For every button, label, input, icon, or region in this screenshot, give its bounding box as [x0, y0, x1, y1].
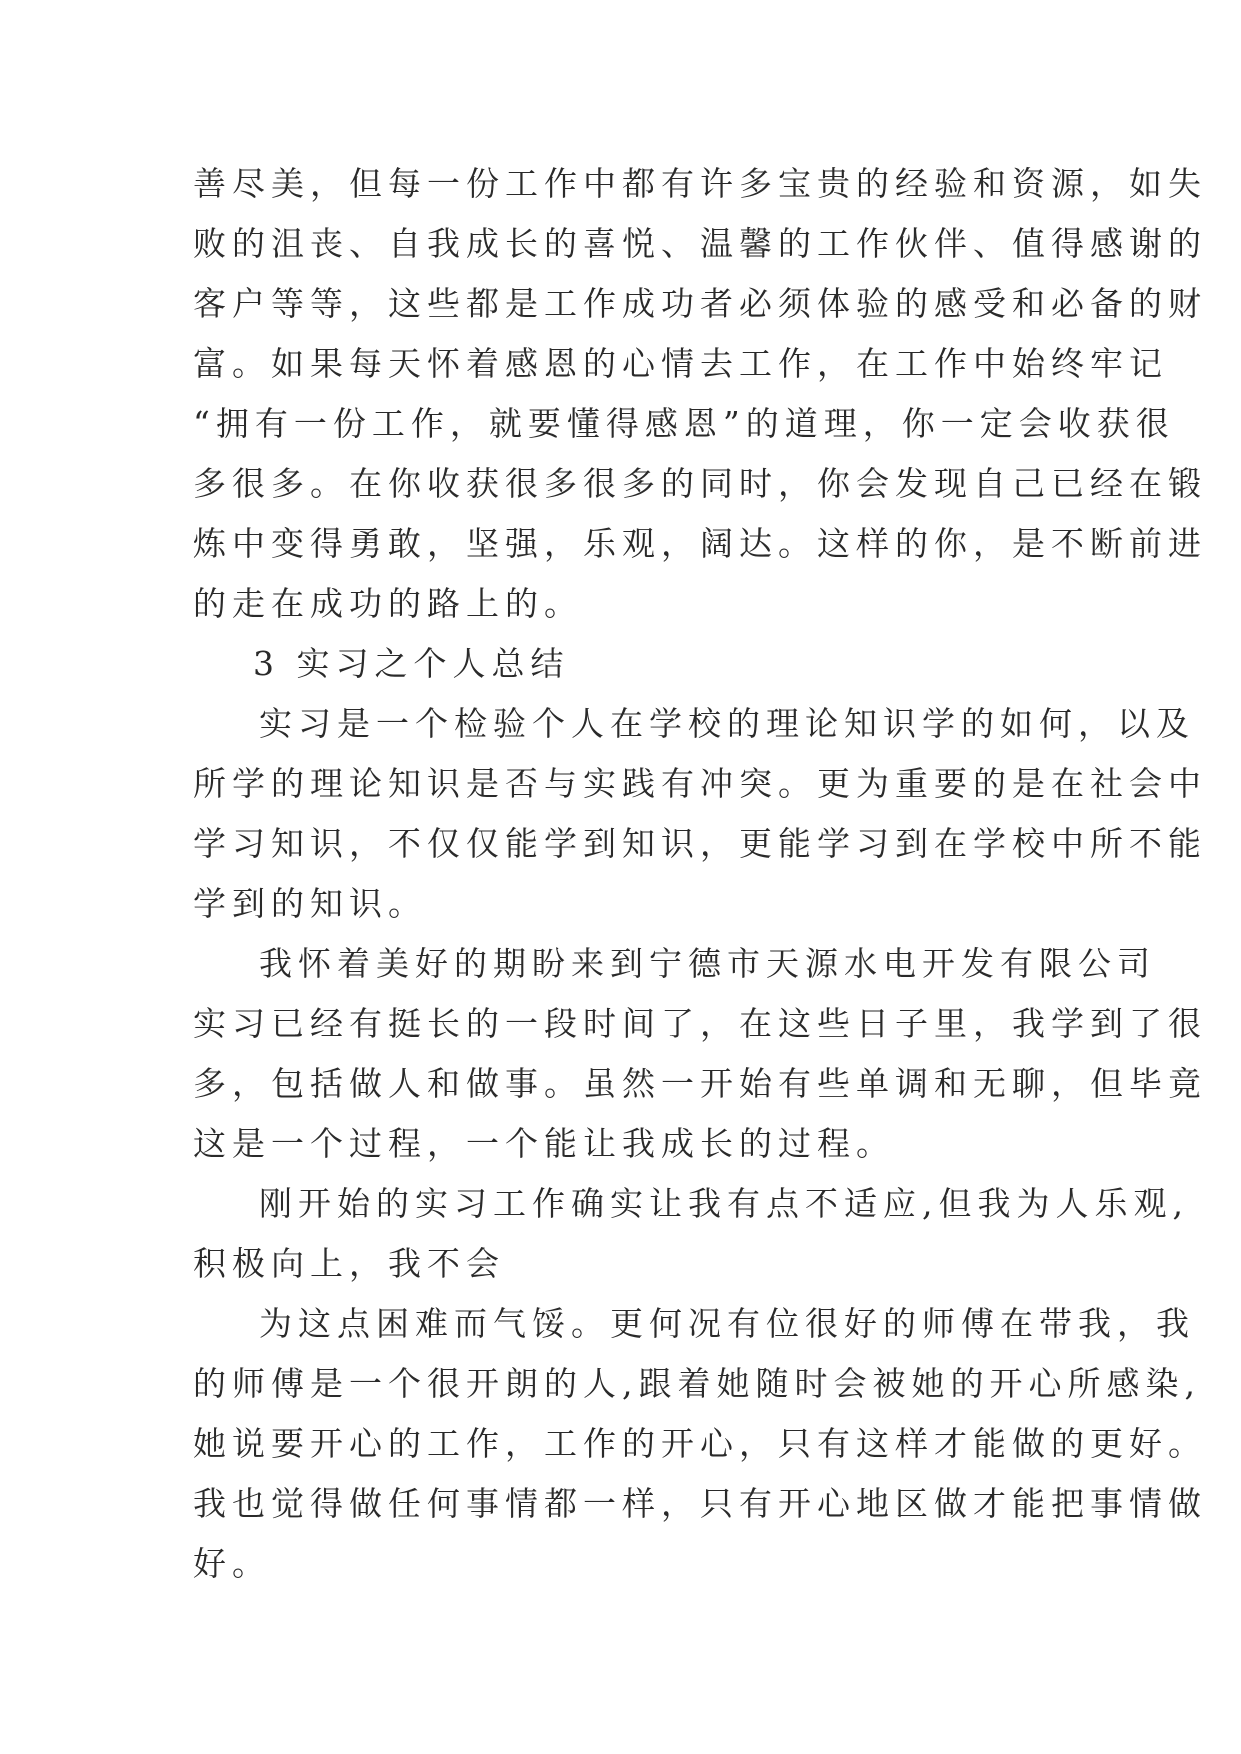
document-body: [193, 154, 1207, 1594]
paragraph-first-line: 刚开始的实习工作确实让我有点不适应,但我为人乐观,: [259, 1184, 1189, 1223]
text-line: 她说要开心的工作，工作的开心，只有这样才能做的更好。: [193, 1424, 1207, 1463]
text-line: 学习知识，不仅仅能学到知识，更能学习到在学校中所不能: [193, 824, 1207, 863]
text-line: 所学的理论知识是否与实践有冲突。更为重要的是在社会中: [193, 764, 1207, 803]
text-line: 实习已经有挺长的一段时间了，在这些日子里，我学到了很: [193, 1004, 1207, 1043]
text-line: “拥有一份工作，就要懂得感恩”的道理，你一定会收获很: [193, 404, 1175, 443]
text-line: 学到的知识。: [193, 884, 427, 923]
text-line: 多，包括做人和做事。虽然一开始有些单调和无聊，但毕竟: [193, 1064, 1207, 1103]
section-heading: 3 实习之个人总结: [253, 644, 570, 683]
text-line: 败的沮丧、自我成长的喜悦、温馨的工作伙伴、值得感谢的: [193, 224, 1207, 263]
text-line: 善尽美，但每一份工作中都有许多宝贵的经验和资源，如失: [193, 164, 1207, 203]
text-line: 好。: [193, 1544, 271, 1583]
paragraph-first-line: 我怀着美好的期盼来到宁德市天源水电开发有限公司: [259, 944, 1156, 983]
text-line: 富。如果每天怀着感恩的心情去工作，在工作中始终牢记: [193, 344, 1168, 383]
text-line: 的走在成功的路上的。: [193, 584, 583, 623]
paragraph-first-line: 实习是一个检验个人在学校的理论知识学的如何，以及: [259, 704, 1195, 743]
text-line: 这是一个过程，一个能让我成长的过程。: [193, 1124, 895, 1163]
text-line: 炼中变得勇敢，坚强，乐观，阔达。这样的你，是不断前进: [193, 524, 1207, 563]
text-line: 积极向上，我不会: [193, 1244, 505, 1283]
paragraph-first-line: 为这点困难而气馁。更何况有位很好的师傅在带我，我: [259, 1304, 1195, 1343]
text-line: 客户等等，这些都是工作成功者必须体验的感受和必备的财: [193, 284, 1207, 323]
text-line: 我也觉得做任何事情都一样，只有开心地区做才能把事情做: [193, 1484, 1207, 1523]
text-line: 的师傅是一个很开朗的人,跟着她随时会被她的开心所感染,: [193, 1364, 1201, 1403]
text-line: 多很多。在你收获很多很多的同时，你会发现自己已经在锻: [193, 464, 1207, 503]
